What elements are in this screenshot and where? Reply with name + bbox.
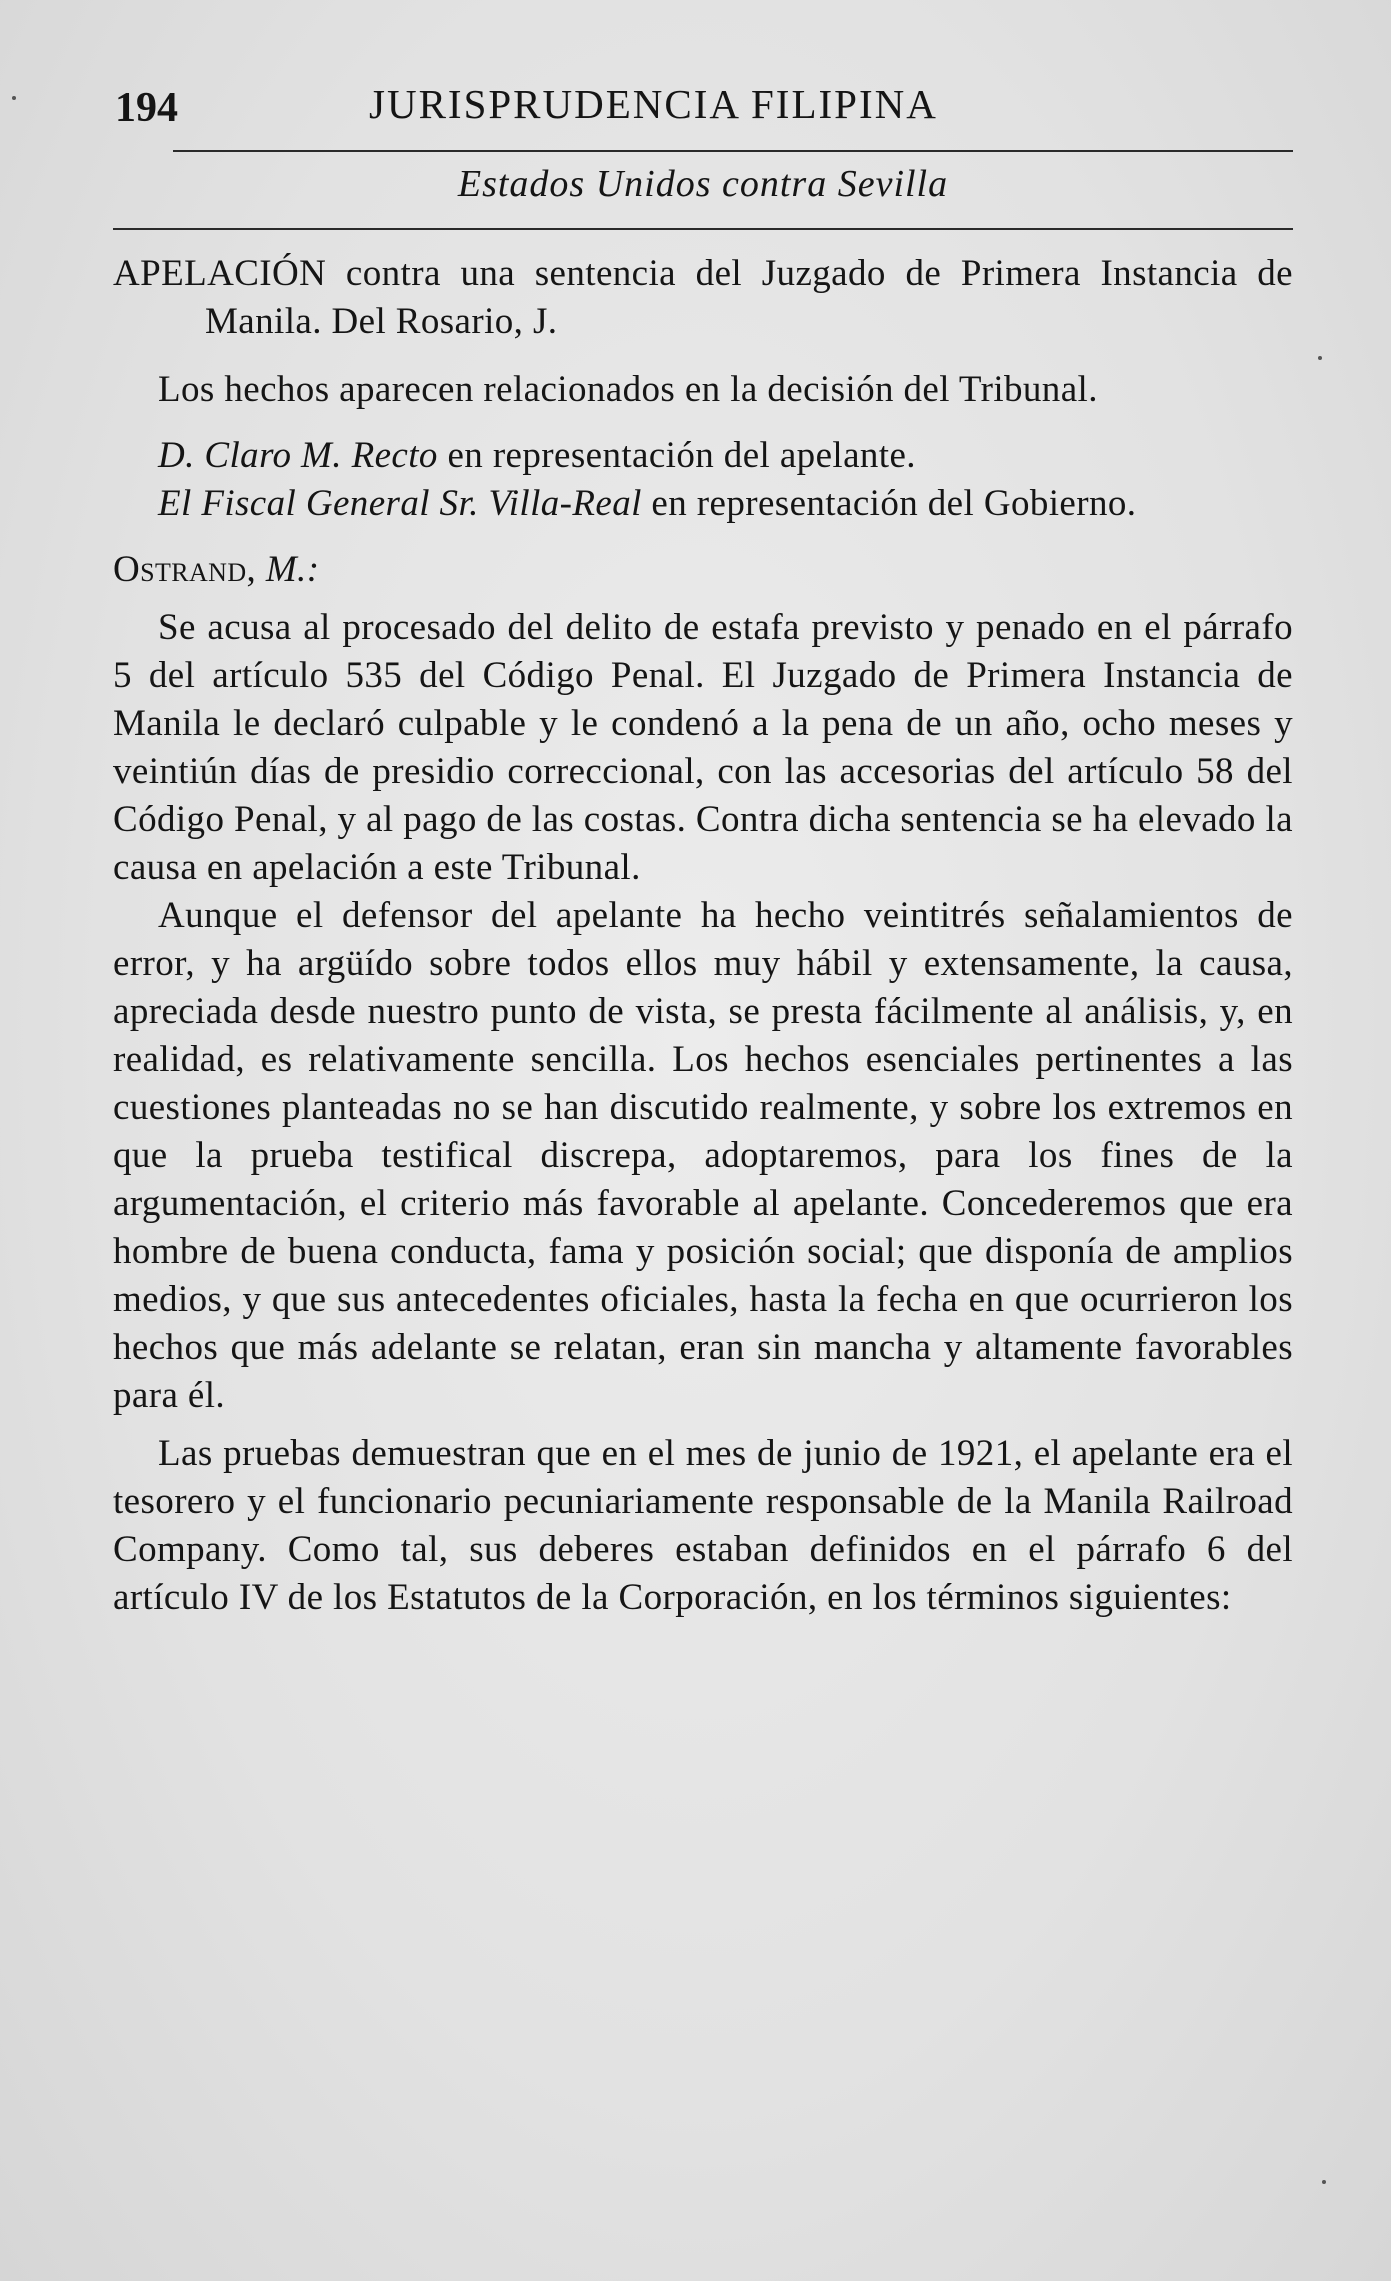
case-title: Estados Unidos contra Sevilla (457, 163, 949, 205)
opinion-paragraph-1: Se acusa al procesado del delito de estafa previsto y penado en el párrafo 5 del artículo 535 del Código Penal. El Juzgado de Primera Instancia de Manila le declaró culpable y le condenó a la pena de un año, ocho meses y veintiún días de presidio correccional, con las accesorias del artículo 58 del Código Penal, y al pago de las costas. Contra dicha sentencia se ha elevado la causa en apelación a este Tribunal. (113, 607, 1293, 888)
counsel-appellant-name: D. Claro M. Recto (158, 435, 438, 476)
opinion-paragraph-2: Aunque el defensor del apelante ha hecho veintitrés señalamientos de error, y ha argüído sobre todos ellos muy hábil y extensamente, la causa, apreciada desde nuestro punto de vista, se presta fácilmente al análisis, y, en realidad, es relativamente sencilla. Los hechos esenciales pertinentes a las cuestiones planteadas no se han discutido realmente, y sobre los extremos en que la prueba testifical discrepa, adoptaremos, para los fines de la argumentación, el criterio más favorable al apelante. Concederemos que era hombre de buena conducta, fama y posición social; que disponía de amplios medios, y que sus antecedentes oficiales, hasta la fecha en que ocurrieron los hechos que más adelante se relatan, eran sin mancha y altamente favorables para él. (113, 895, 1293, 1416)
document-body (113, 250, 1293, 1622)
opinion-paragraph-3: Las pruebas demuestran que en el mes de junio de 1921, el apelante era el tesorero y el funcionario pecuniariamente responsable de la Manila Railroad Company. Como tal, sus deberes estaban definidos en el párrafo 6 del artículo IV de los Estatutos de la Corporación, en los términos siguientes: (113, 1433, 1293, 1618)
counsel-appellant-role: en representación del apelante. (437, 435, 916, 476)
print-speck (1322, 2180, 1326, 2184)
page-content (113, 70, 1293, 1618)
page-number: 194 (115, 85, 178, 131)
counsel-appellant (113, 432, 1293, 480)
print-speck (12, 96, 16, 100)
facts-note: Los hechos aparecen relacionados en la decisión del Tribunal. (158, 369, 1098, 410)
appeal-statement: APELACIÓN contra una sentencia del Juzgado de Primera Instancia de Manila. Del Rosario, J. (113, 253, 1293, 342)
running-header (113, 70, 1293, 150)
counsel-government-role: en representación del Gobierno. (641, 483, 1137, 524)
header-rule-top (173, 150, 1293, 152)
print-speck (1318, 356, 1322, 360)
header-rule-bottom (113, 228, 1293, 230)
journal-title: JURISPRUDENCIA FILIPINA (369, 81, 938, 127)
counsel-government-name: El Fiscal General Sr. Villa-Real (158, 483, 642, 524)
judge-name: Ostrand, (113, 549, 257, 590)
judge-suffix: M.: (256, 549, 320, 590)
opinion-author (113, 546, 1293, 594)
counsel-government (113, 480, 1293, 528)
